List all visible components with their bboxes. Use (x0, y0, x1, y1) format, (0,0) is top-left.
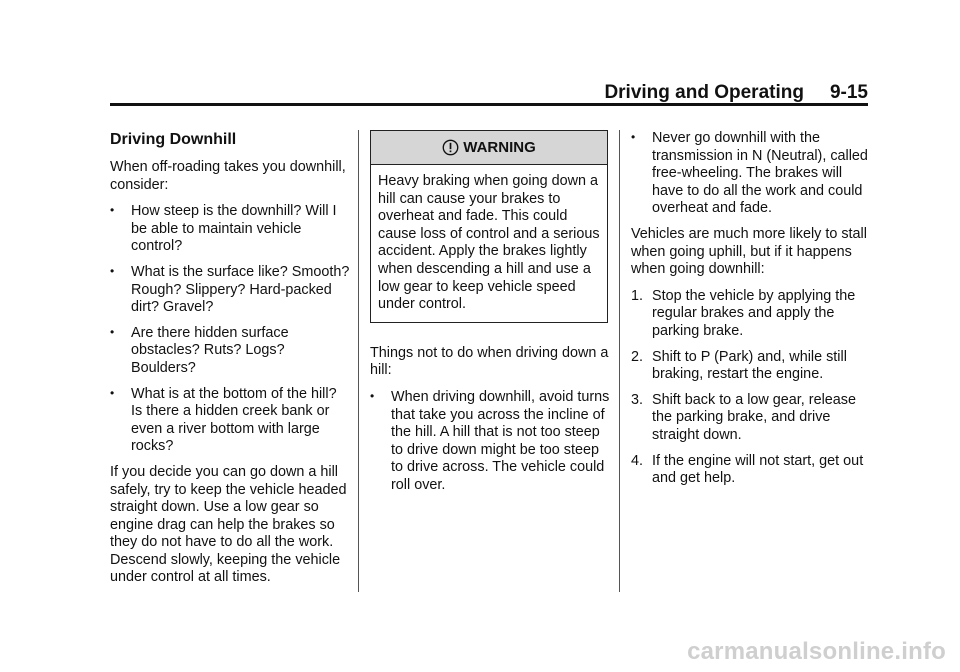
bullet-icon: • (110, 263, 115, 278)
column-2 (370, 130, 610, 503)
body-paragraph: Vehicles are much more likely to stall when going uphill, but if it happens when going downhill: (631, 225, 867, 278)
bullet-icon: • (370, 388, 375, 403)
list-item: • What is at the bottom of the hill? Is there a hidden creek bank or even a river bottom with large rocks? (110, 385, 337, 455)
warning-circle-icon (442, 139, 459, 156)
column-3 (631, 130, 871, 496)
section-heading: Driving Downhill (110, 131, 237, 148)
warning-header (371, 131, 607, 165)
page-number: 9-15 (829, 82, 868, 103)
section-title: Driving and Operating (604, 82, 804, 103)
watermark: carmanualsonline.info (687, 638, 946, 665)
intro-text: When off-roading takes you downhill, consider: (110, 159, 346, 193)
bullet-icon: • (110, 385, 115, 400)
stall-steps-list (631, 288, 871, 488)
list-item: • What is the surface like? Smooth? Rough? Slippery? Hard-packed dirt? Gravel? (110, 263, 350, 316)
column-divider-2 (619, 130, 620, 592)
bullet-icon: • (110, 203, 115, 218)
dont-list-continued (631, 130, 871, 218)
body-paragraph: If you decide you can go down a hill safely, try to keep the vehicle headed straight down. Use a low gear so engine drag can help the brakes so they do not have to do all the work. Descend slowly, keeping the vehicle under control at all times. (110, 463, 347, 586)
dont-list (370, 389, 610, 495)
warning-text: Heavy braking when going down a hill can cause your brakes to overheat and fade. This could cause loss of control and a serious accident. Apply the brakes lightly when descending a hill and use a low gear to keep vehicle speed under control. (378, 173, 600, 313)
step-item: 2. Shift to P (Park) and, while still braking, restart the engine. (631, 348, 847, 383)
list-item: • Never go downhill with the transmission in N (Neutral), called free-wheeling. The brakes will have to do all the work and could overheat and fade. (631, 130, 868, 217)
column-1 (110, 130, 350, 596)
warning-title: WARNING (463, 138, 536, 156)
page-header (604, 82, 868, 104)
bullet-icon: • (110, 324, 115, 339)
header-rule (110, 103, 868, 106)
list-item: • Are there hidden surface obstacles? Ruts? Logs? Boulders? (110, 324, 289, 376)
intro-text: Things not to do when driving down a hill: (370, 344, 609, 379)
list-item: • How steep is the downhill? Will I be able to maintain vehicle control? (110, 203, 337, 255)
list-item: • When driving downhill, avoid turns that take you across the incline of the hill. A hill that is not too steep to drive down might be too steep to drive across. The vehicle could roll over. (370, 388, 610, 493)
column-divider-1 (358, 130, 359, 592)
step-item: 1. Stop the vehicle by applying the regular brakes and apply the parking brake. (631, 287, 856, 339)
bullet-icon: • (631, 130, 636, 144)
warning-box (370, 130, 608, 323)
step-item: 4. If the engine will not start, get out and get help. (631, 452, 864, 487)
step-item: 3. Shift back to a low gear, release the parking brake, and drive straight down. (631, 391, 856, 443)
consider-list (110, 203, 350, 456)
